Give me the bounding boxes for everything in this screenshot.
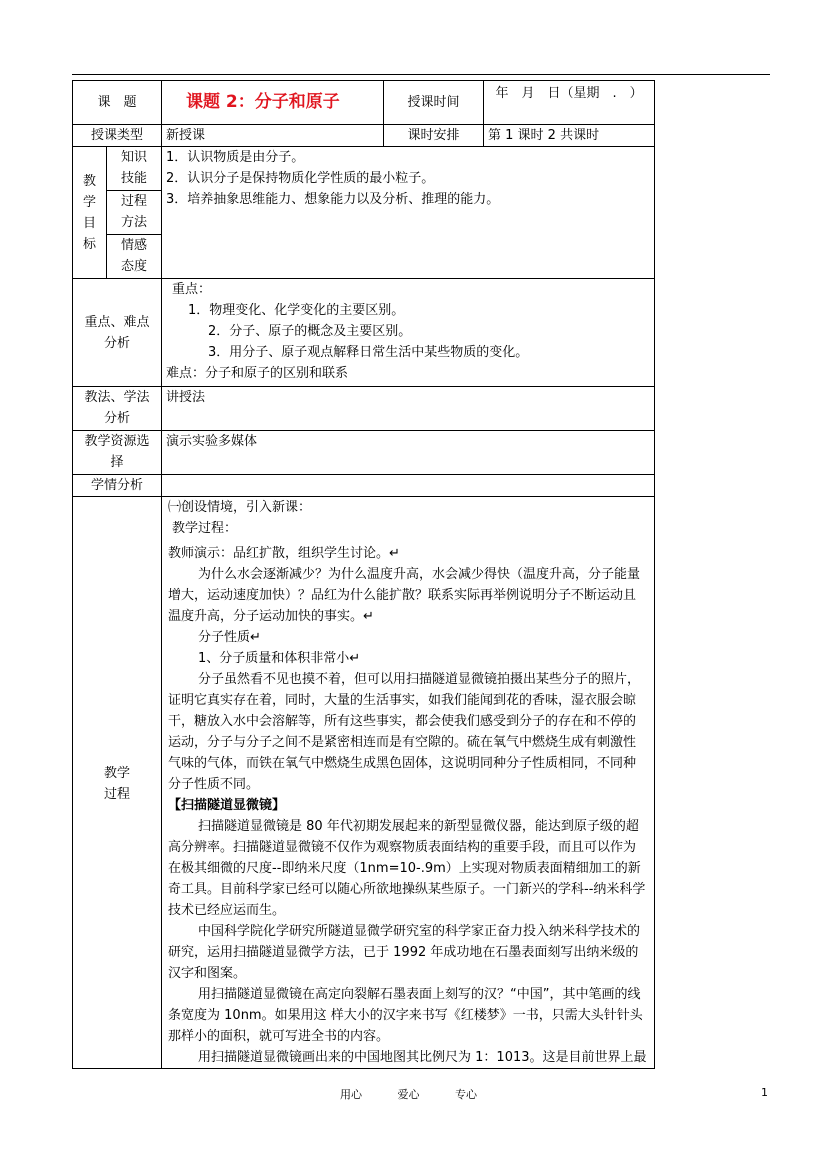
- key-points-content: [162, 279, 655, 387]
- page-number: 1: [761, 1086, 768, 1099]
- difficulty-text: 难点：分子和原子的区别和联系: [166, 366, 349, 381]
- objective-process-label: 过程 方法: [107, 191, 162, 235]
- objectives-row-1: [73, 147, 655, 191]
- resources-row: [73, 431, 655, 475]
- process-heading: 【扫描隧道显微镜】: [168, 798, 286, 813]
- topic-title: 课题 2：分子和原子: [162, 81, 384, 125]
- header-rule: [72, 74, 770, 75]
- process-line: 用扫描隧道显微镜画出来的中国地图其比例尺为 1：1013。这是目前世界上最: [198, 1050, 647, 1065]
- footer-motto: 用心 爱心 专心: [340, 1088, 477, 1101]
- process-line: ㈠创设情境，引入新课：: [168, 500, 312, 515]
- resources-value: 演示实验多媒体: [162, 431, 655, 475]
- objective-item: 3．培养抽象思维能力、想象能力以及分析、推理的能力。: [166, 192, 500, 207]
- resources-label: 教学资源选 择: [73, 431, 162, 475]
- process-label: 教学 过程: [73, 497, 162, 1069]
- type-value: 新授课: [162, 125, 384, 147]
- time-label: 授课时间: [384, 81, 484, 125]
- topic-label: 课 题: [73, 81, 162, 125]
- methods-row: [73, 387, 655, 431]
- process-row: [73, 497, 655, 1069]
- objective-attitude-label: 情感 态度: [107, 235, 162, 279]
- process-content: [162, 497, 655, 1069]
- objective-item: 1．认识物质是由分子。: [166, 150, 305, 165]
- process-line: 教学过程：: [172, 521, 238, 536]
- methods-value: 讲授法: [162, 387, 655, 431]
- type-row: [73, 125, 655, 147]
- schedule-value: 第 1 课时 2 共课时: [484, 125, 655, 147]
- analysis-row: [73, 475, 655, 497]
- key-point-item: 2．分子、原子的概念及主要区别。: [208, 324, 412, 339]
- lesson-plan-table: [72, 80, 655, 1069]
- process-line: 1、分子质量和体积非常小↵: [198, 651, 361, 666]
- process-line: 中国科学院化学研究所隧道显微学研究室的科学家正奋力投入纳米科学技术的研究，运用扫描隧道显微学方法，已于 1992 年成功地在石墨表面刻写出纳米级的汉字和图案。: [168, 924, 641, 981]
- process-line: 用扫描隧道显微镜在高定向裂解石墨表面上刻写的汉？“中国”，其中笔画的线条宽度为 10nm。如果用这 样大小的汉字来书写《红楼梦》一书，只需大头针针头那样小的面积，就可写进全书的内容。: [168, 987, 643, 1044]
- objectives-content: [162, 147, 655, 279]
- process-line: 为什么水会逐渐减少？为什么温度升高，水会减少得快（温度升高，分子能量增大，运动速度加快）？品红为什么能扩散？联系实际再举例说明分子不断运动且温度升高，分子运动加快的事实。↵: [168, 567, 641, 624]
- process-line: 分子虽然看不见也摸不着，但可以用扫描隧道显微镜拍摄出某些分子的照片，证明它真实存在着，同时，大量的生活事实，如我们能闻到花的香味，湿衣服会晾干，糖放入水中会溶解等，所有这些事实，都会使我们感受到分子的存在和不停的运动，分子与分子之间不是紧密相连而是有空隙的。硫在氧气中燃烧生成有刺激性气味的气体，而铁在氧气中燃烧生成黑色固体，这说明同种分子性质相同，不同种分子性质不同。: [168, 672, 641, 792]
- key-point-item: 1．物理变化、化学变化的主要区别。: [188, 303, 405, 318]
- analysis-label: 学情分析: [73, 475, 162, 497]
- objective-knowledge-label: 知识 技能: [107, 147, 162, 191]
- analysis-value: [162, 475, 655, 497]
- time-value: 年 月 日（星期 . ）: [484, 81, 655, 125]
- type-label: 授课类型: [73, 125, 162, 147]
- process-line: 教师演示：品红扩散，组织学生讨论。↵: [168, 546, 400, 561]
- key-points-row: [73, 279, 655, 387]
- key-point-item: 3．用分子、原子观点解释日常生活中某些物质的变化。: [208, 345, 529, 360]
- objective-item: 2．认识分子是保持物质化学性质的最小粒子。: [166, 171, 435, 186]
- process-line: 分子性质↵: [198, 630, 261, 645]
- schedule-label: 课时安排: [384, 125, 484, 147]
- methods-label: 教法、学法 分析: [73, 387, 162, 431]
- objectives-group-label: 教 学 目 标: [73, 147, 107, 279]
- topic-row: [73, 81, 655, 125]
- process-line: 扫描隧道显微镜是 80 年代初期发展起来的新型显微仪器，能达到原子级的超高分辨率。扫描隧道显微镜不仅作为观察物质表面结构的重要手段，而且可以作为在极其细微的尺度--即纳米尺度（1nm=10-.9m）上实现对物质表面精细加工的新奇工具。目前科学家已经可以随心所欲地操纵某些原子。一门新兴的学科--纳米科学技术已经应运而生。: [168, 819, 646, 918]
- key-points-label: 重点、难点 分析: [73, 279, 162, 387]
- key-points-heading: 重点：: [172, 282, 212, 297]
